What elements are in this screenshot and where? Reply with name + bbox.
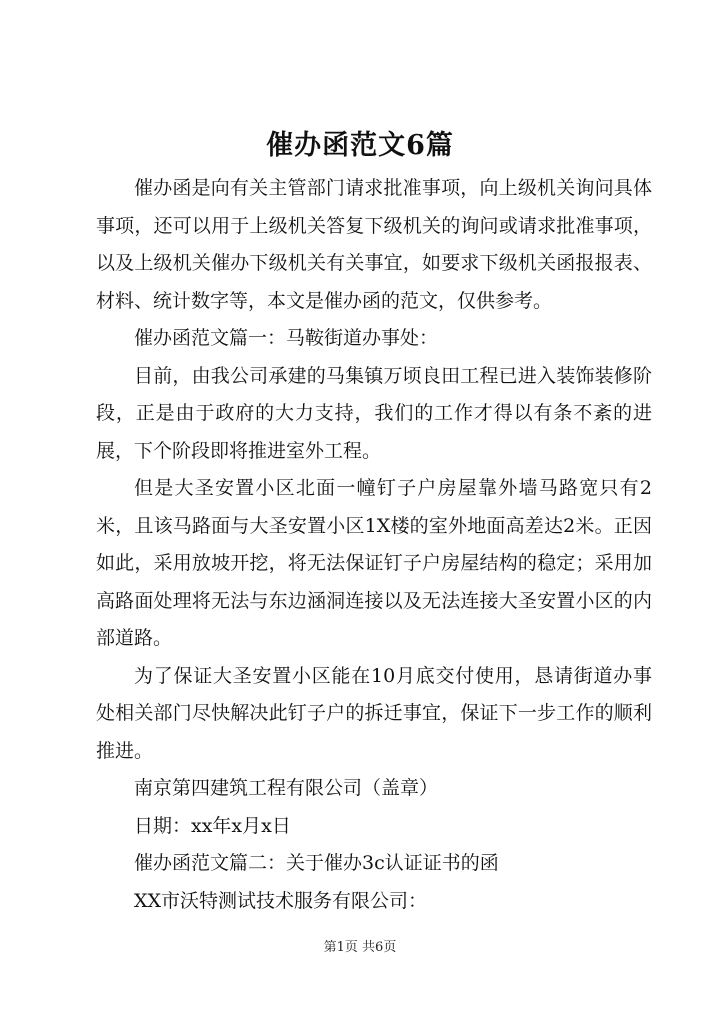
paragraph-sample-two-heading: 催办函范文篇二：关于催办3c认证证书的函 [134, 852, 499, 874]
paragraph-project-status: 目前，由我公司承建的马集镇万顷良田工程已进入装饰装修阶段，正是由于政府的大力支持，我们的工作才得以有条不紊的进展，下个阶段即将推进室外工程。 [96, 364, 652, 462]
document-title: 催办函范文6篇 [266, 130, 454, 161]
paragraph-problem-description: 但是大圣安置小区北面一幢钉子户房屋靠外墙马路宽只有2米，且该马路面与大圣安置小区1X楼的室外地面高差达2米。正因如此，采用放坡开挖，将无法保证钉子户房屋结构的稳定；采用加高路面处理将无法与东边涵洞连接以及无法连接大圣安置小区的内部道路。 [96, 477, 652, 649]
page-footer: 第1页 共6页 [323, 940, 397, 955]
paragraph-sample-two-recipient: XX市沃特测试技术服务有限公司： [134, 889, 428, 912]
paragraph-intro: 催办函是向有关主管部门请求批准事项，向上级机关询问具体事项，还可以用于上级机关答复下级机关的询问或请求批准事项，以及上级机关催办下级机关有关事宜，如要求下级机关函报报表、材料、统计数字等，本文是催办函的范文，仅供参考。 [96, 177, 652, 312]
paragraph-request: 为了保证大圣安置小区能在10月底交付使用，恳请街道办事处相关部门尽快解决此钉子户的拆迁事宜，保证下一步工作的顺利推进。 [96, 664, 652, 762]
paragraph-signature-company: 南京第四建筑工程有限公司（盖章） [134, 777, 439, 799]
paragraph-sample-one-heading: 催办函范文篇一：马鞍街道办事处： [134, 327, 439, 349]
paragraph-signature-date: 日期：xx年x月x日 [134, 814, 291, 837]
document-body [96, 170, 652, 920]
